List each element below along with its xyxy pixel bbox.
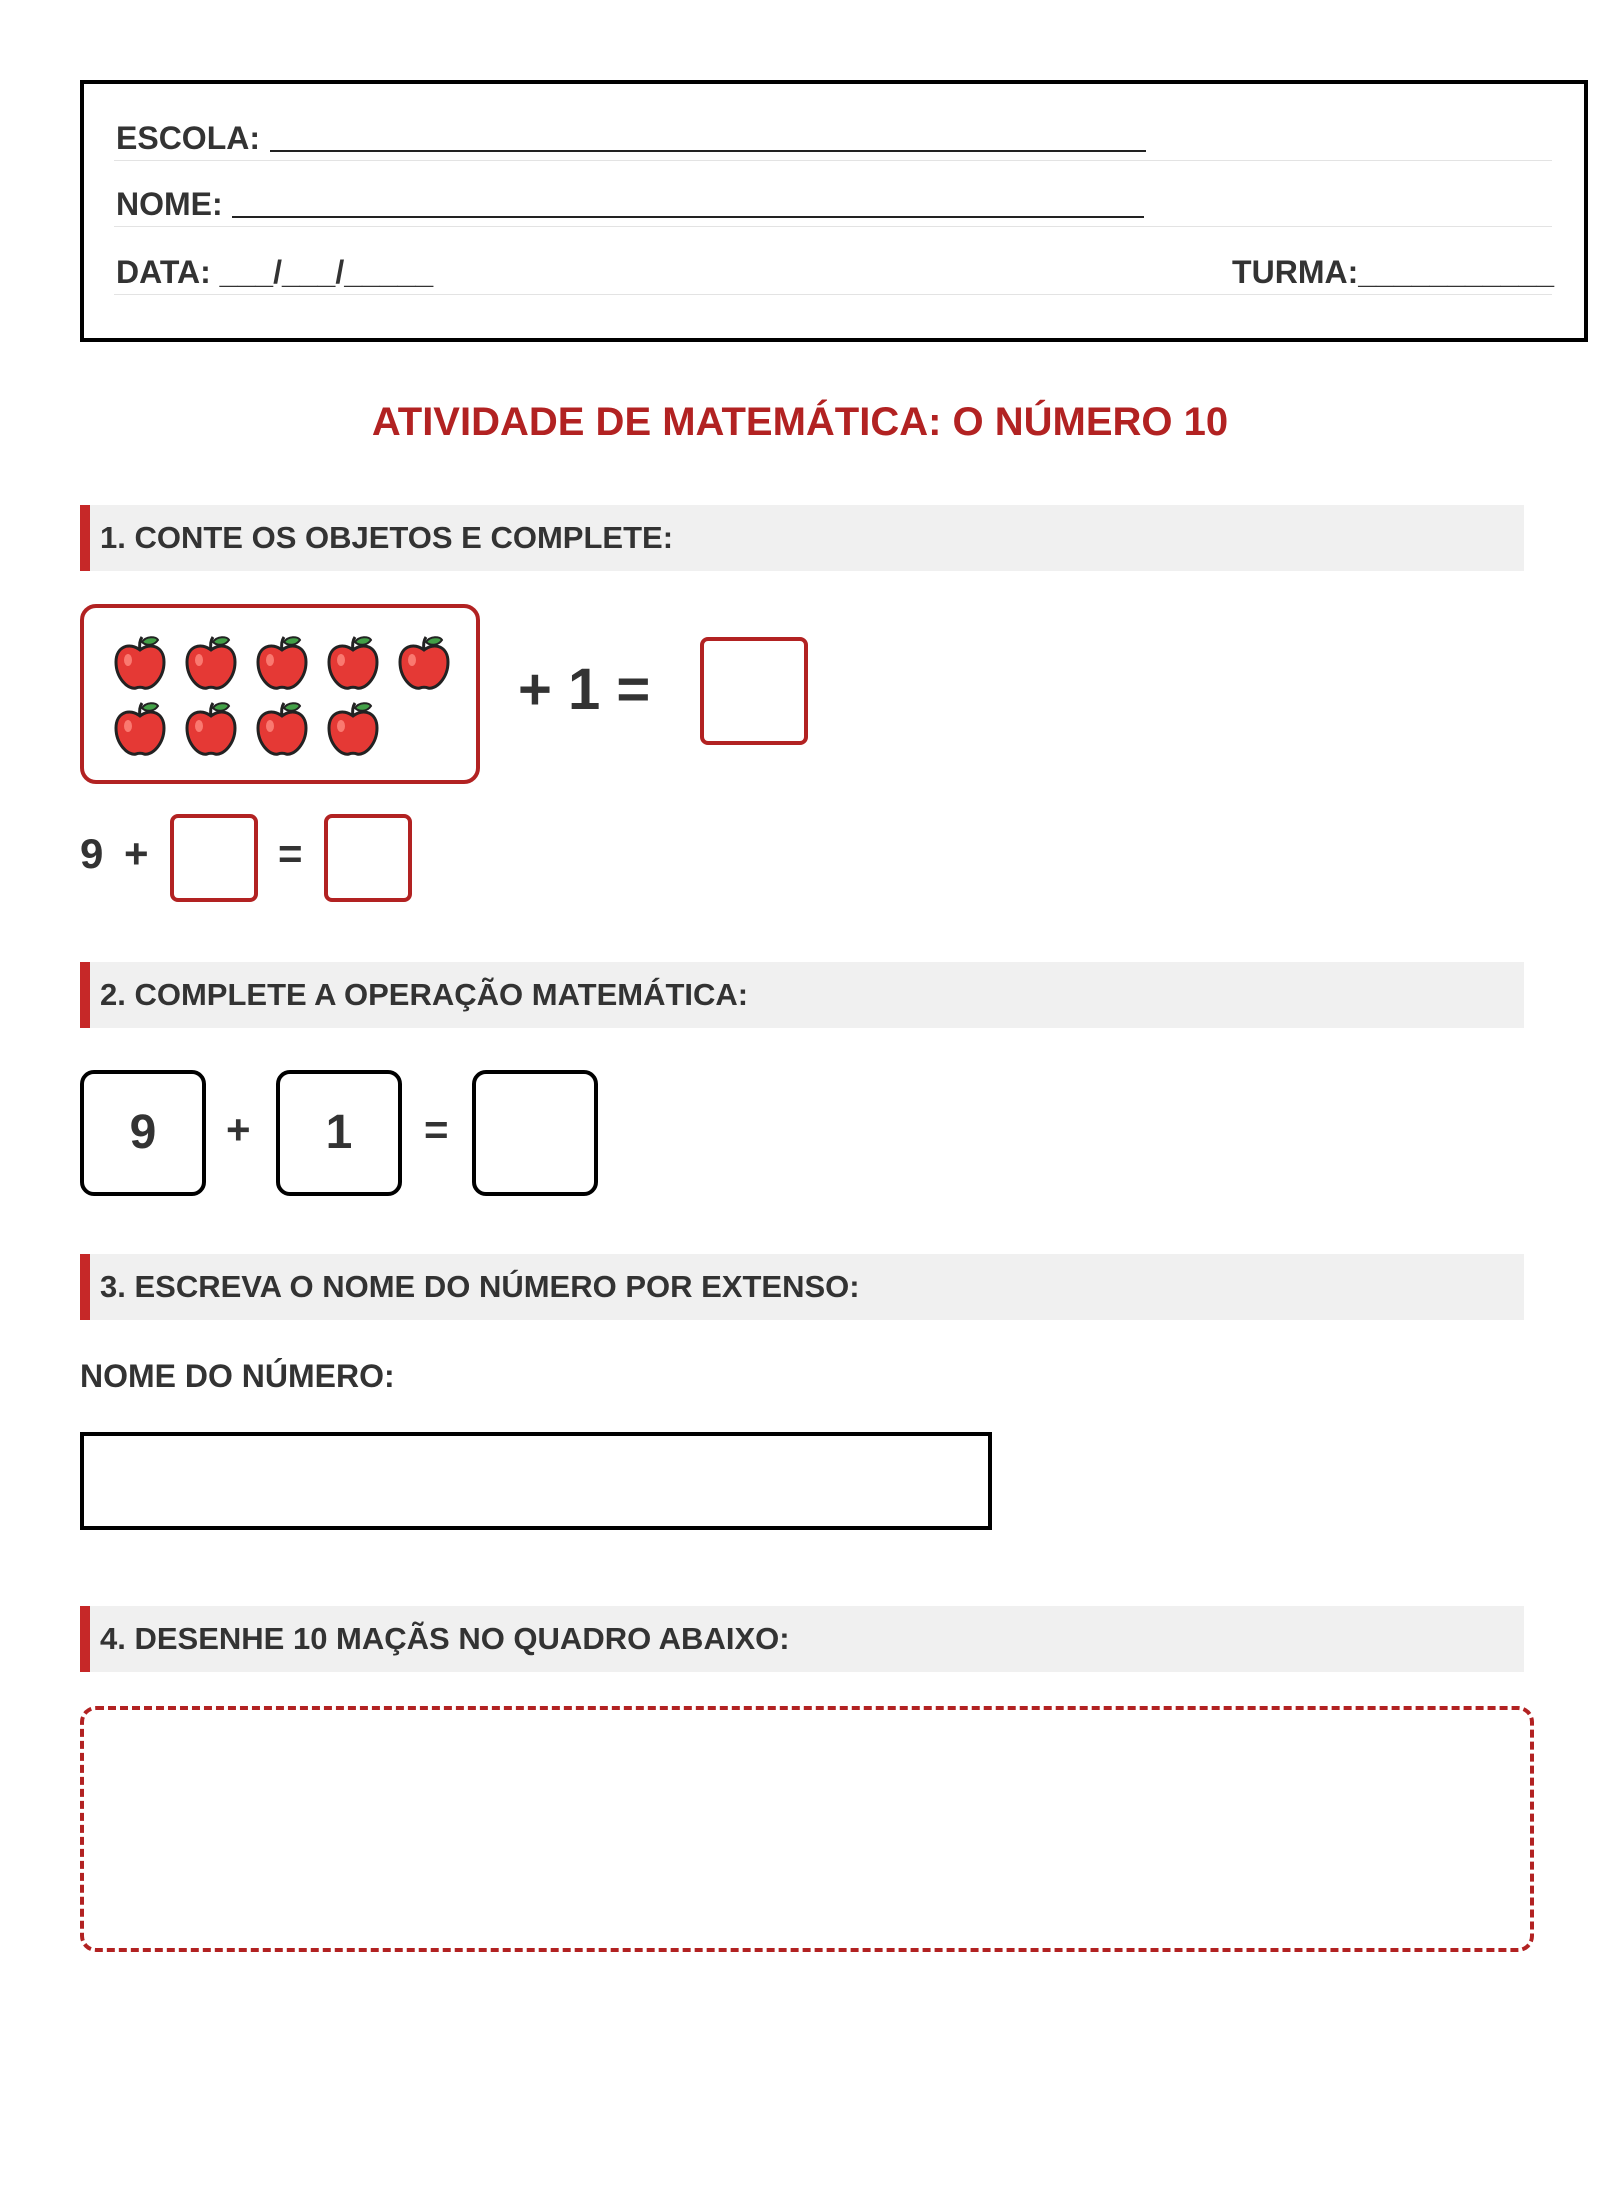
number-name-label: NOME DO NÚMERO: (80, 1358, 395, 1394)
divider (114, 294, 1552, 295)
plus-sign: + (226, 1106, 251, 1153)
student-info-box (80, 80, 1588, 342)
eq2-equals-sign: = (278, 830, 303, 877)
eq2-plus-sign: + (124, 830, 149, 877)
section-4-header (80, 1606, 1524, 1672)
apple-counting-box (80, 604, 480, 784)
escola-field-line[interactable] (270, 150, 1146, 152)
answer-box-1[interactable] (700, 637, 808, 745)
section-2-heading: 2. COMPLETE A OPERAÇÃO MATEMÁTICA: (100, 977, 749, 1012)
eq2-first-operand: 9 (80, 830, 104, 877)
apple-icon (325, 700, 381, 758)
result-box[interactable] (472, 1070, 598, 1196)
equals-sign: = (424, 1106, 449, 1153)
section-3-header (80, 1254, 1524, 1320)
nome-label: NOME: (116, 186, 223, 222)
apple-icon (183, 700, 239, 758)
turma-label[interactable]: TURMA:___________ (1232, 254, 1554, 290)
drawing-area[interactable] (80, 1706, 1534, 1952)
nome-field-line[interactable] (232, 216, 1144, 218)
divider (114, 160, 1552, 161)
operand-box-1: 9 (80, 1070, 206, 1196)
page-title: ATIVIDADE DE MATEMÁTICA: O NÚMERO 10 (371, 400, 1229, 444)
divider (114, 226, 1552, 227)
apple-icon (183, 634, 239, 692)
section-4-heading: 4. DESENHE 10 MAÇÃS NO QUADRO ABAIXO: (100, 1621, 790, 1656)
number-name-input[interactable] (80, 1432, 992, 1530)
operand-box-2: 1 (276, 1070, 402, 1196)
section-1-header (80, 505, 1524, 571)
section-3-heading: 3. ESCREVA O NOME DO NÚMERO POR EXTENSO: (100, 1269, 860, 1304)
plus-one-equals: + 1 = (518, 657, 651, 722)
apple-icon (325, 634, 381, 692)
answer-box-2[interactable] (170, 814, 258, 902)
section-1-heading: 1. CONTE OS OBJETOS E COMPLETE: (100, 520, 674, 555)
section-2-header (80, 962, 1524, 1028)
apple-icon (254, 700, 310, 758)
apple-icon (396, 634, 452, 692)
apple-icon (254, 634, 310, 692)
answer-box-3[interactable] (324, 814, 412, 902)
escola-label: ESCOLA: (116, 120, 260, 156)
apple-icon (112, 700, 168, 758)
data-label[interactable]: DATA: ___/___/_____ (116, 254, 434, 290)
apple-icon (112, 634, 168, 692)
